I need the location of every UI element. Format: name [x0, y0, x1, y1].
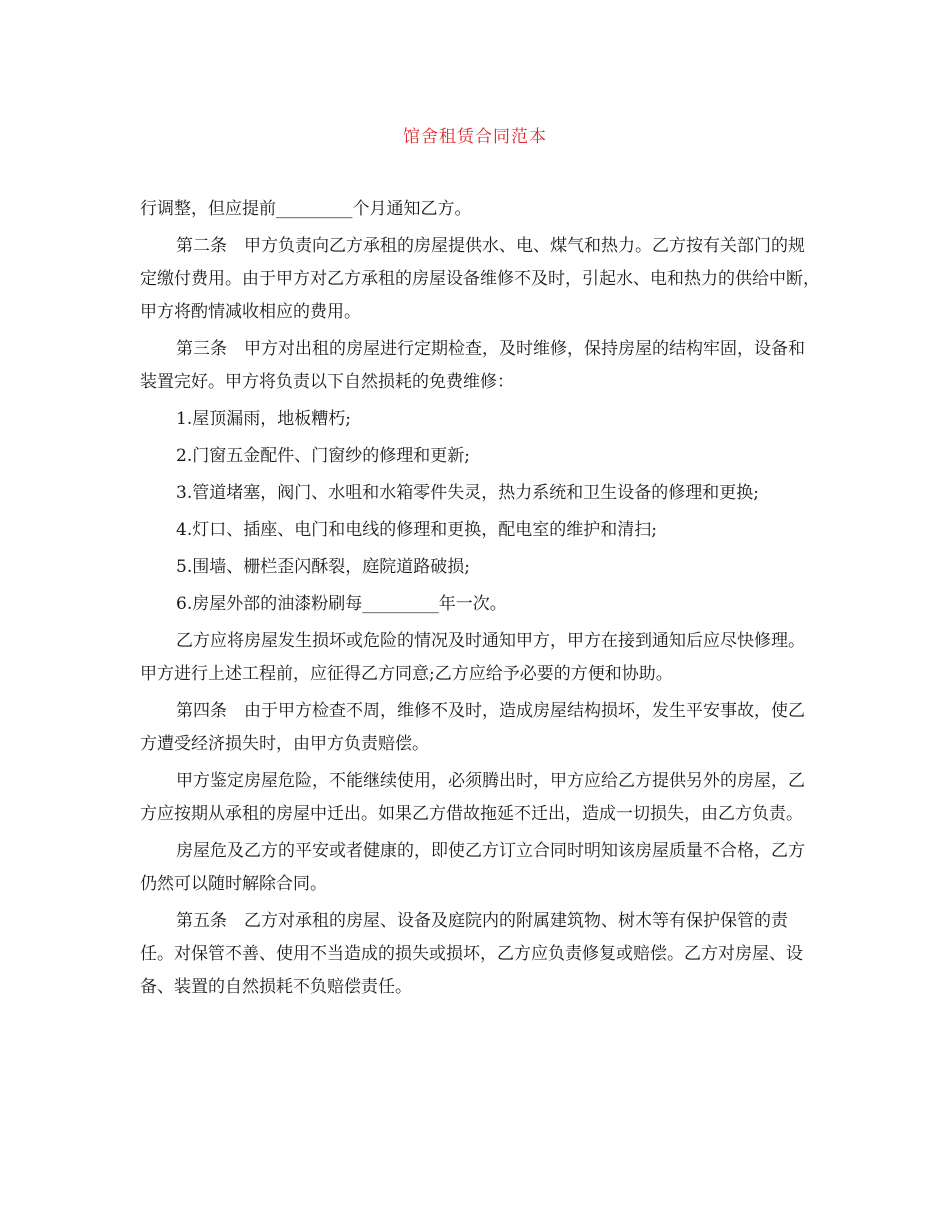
paragraph-article-3: 第三条 甲方对出租的房屋进行定期检查，及时维修，保持房屋的结构牢固，设备和装置完好。甲方将负责以下自然损耗的免费维修： [140, 339, 805, 392]
list-item-4: 4.灯口、插座、电门和电线的修理和更换，配电室的维护和清扫; [176, 520, 657, 540]
document-title: 馆舍租赁合同范本 [403, 127, 547, 147]
paragraph-article-4: 第四条 由于甲方检查不周，维修不及时，造成房屋结构损坏，发生平安事故，使乙方遭受经济损失时，由甲方负责赔偿。 [140, 701, 805, 754]
paragraph-termination-right: 房屋危及乙方的平安或者健康的，即使乙方订立合同时明知该房屋质量不合格，乙方仍然可以随时解除合同。 [140, 841, 805, 894]
list-item-6: 6.房屋外部的油漆粉刷每_________年一次。 [176, 594, 507, 614]
list-item-3: 3.管道堵塞，阀门、水咀和水箱零件失灵，热力系统和卫生设备的修理和更换; [176, 483, 759, 503]
paragraph-article-5: 第五条 乙方对承租的房屋、设备及庭院内的附属建筑物、树木等有保护保管的责任。对保管不善、使用不当造成的损失或损坏，乙方应负责修复或赔偿。乙方对房屋、设备、装置的自然损耗不负赔偿责任。 [140, 911, 803, 997]
list-item-1: 1.屋顶漏雨，地板糟朽; [176, 409, 351, 429]
document-body [140, 193, 820, 1008]
paragraph-notify-damage: 乙方应将房屋发生损坏或危险的情况及时通知甲方，甲方在接到通知后应尽快修理。甲方进行上述工程前，应征得乙方同意;乙方应给予必要的方便和协助。 [140, 631, 805, 684]
paragraph-article-2: 第二条 甲方负责向乙方承租的房屋提供水、电、煤气和热力。乙方按有关部门的规定缴付费用。由于甲方对乙方承租的房屋设备维修不及时，引起水、电和热力的供给中断，甲方将酌情减收相应的费用。 [140, 236, 820, 322]
list-item-2: 2.门窗五金配件、门窗纱的修理和更新; [176, 446, 470, 466]
paragraph-continuation: 行调整，但应提前_________个月通知乙方。 [140, 199, 472, 219]
list-item-5: 5.围墙、栅栏歪闪酥裂，庭院道路破损; [176, 557, 470, 577]
paragraph-danger-relocation: 甲方鉴定房屋危险，不能继续使用，必须腾出时，甲方应给乙方提供另外的房屋，乙方应按期从承租的房屋中迁出。如果乙方借故拖延不迁出，造成一切损失，由乙方负责。 [140, 771, 805, 824]
